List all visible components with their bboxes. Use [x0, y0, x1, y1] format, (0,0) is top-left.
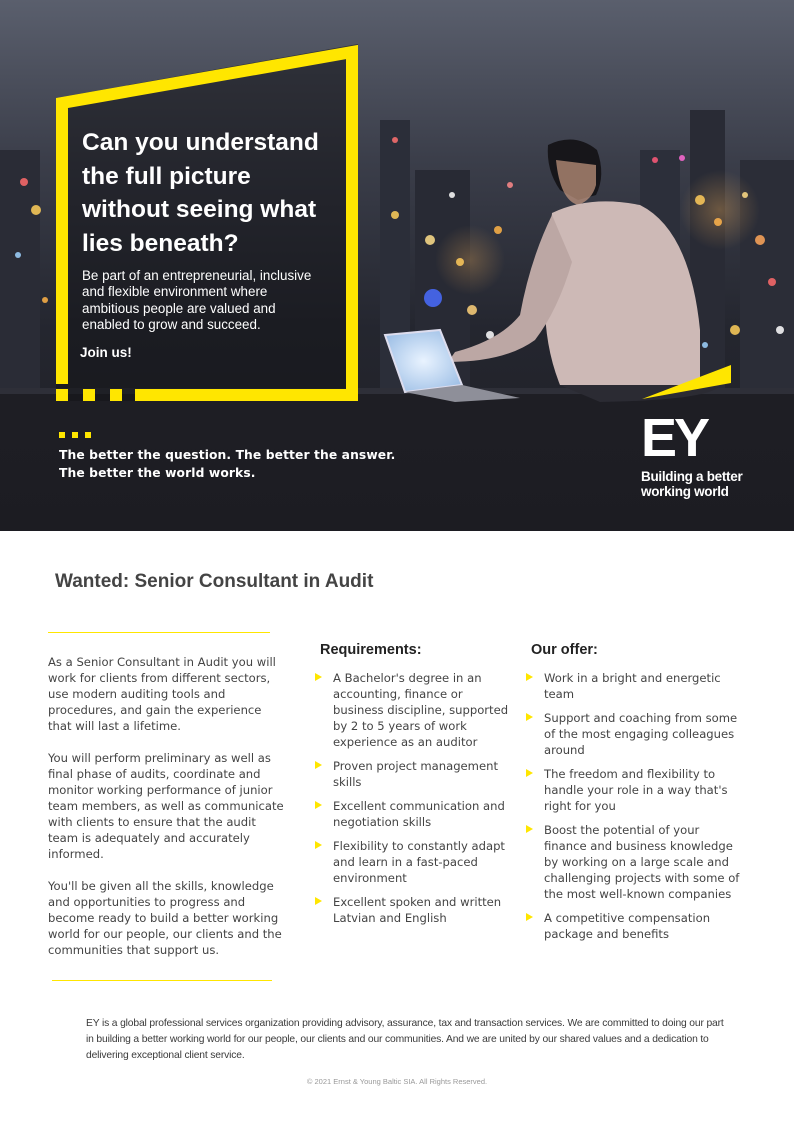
ey-logo: EY: [641, 408, 708, 468]
copyright: © 2021 Ernst & Young Baltic SIA. All Rights Reserved.: [306, 1077, 488, 1086]
hero-banner: [0, 0, 794, 531]
offer-section: [526, 642, 741, 950]
offer-list: [526, 670, 741, 942]
list-item: Excellent spoken and written Latvian and English: [315, 894, 515, 926]
hero-title: Can you understand the full picture without seeing what lies beneath?: [82, 129, 319, 257]
arrow-bullet-icon: [315, 897, 322, 905]
divider: [52, 980, 272, 981]
list-item: Support and coaching from some of the most engaging colleagues around: [526, 710, 741, 758]
requirements-list: [315, 670, 515, 926]
list-item: A Bachelor's degree in an accounting, finance or business discipline, supported by 2 to 5 years of work experience as an auditor: [315, 670, 515, 750]
requirements-heading: Requirements:: [320, 642, 422, 658]
arrow-bullet-icon: [315, 801, 322, 809]
list-item: Proven project management skills: [315, 758, 515, 790]
arrow-bullet-icon: [315, 761, 322, 769]
divider: [48, 632, 270, 633]
arrow-bullet-icon: [526, 673, 533, 681]
intro-paragraph: You will perform preliminary as well as final phase of audits, coordinate and monitor working performance of junior team members, as well as communicate with clients to ensure that the audit team is adequately and accurately informed.: [48, 751, 284, 861]
arrow-bullet-icon: [526, 913, 533, 921]
tagline: The better the question. The better the answer. The better the world works.: [59, 448, 396, 480]
intro-paragraph: As a Senior Consultant in Audit you will work for clients from different sectors, use modern auditing tools and procedures, and gain the experience that will last a lifetime.: [48, 655, 276, 733]
list-item: Excellent communication and negotiation skills: [315, 798, 515, 830]
list-item: The freedom and flexibility to handle your role in a way that's right for you: [526, 766, 741, 814]
ey-slogan: Building a better working world: [641, 469, 743, 499]
arrow-bullet-icon: [526, 769, 533, 777]
arrow-bullet-icon: [315, 673, 322, 681]
list-item: Work in a bright and energetic team: [526, 670, 741, 702]
arrow-bullet-icon: [315, 841, 322, 849]
offer-heading: Our offer:: [531, 642, 598, 658]
list-item: Boost the potential of your finance and business knowledge by working on a large scale and challenging projects with some of the most well-known companies: [526, 822, 741, 902]
company-description: EY is a global professional services organization providing advisory, assurance, tax and transaction services. We are committed to doing our part in building a better working world for our people, our clients and our communities. And we are united by our shared values and a dedication to delivering exceptional client service.: [86, 1018, 724, 1061]
requirements-section: [315, 642, 515, 934]
arrow-bullet-icon: [526, 825, 533, 833]
join-us-link[interactable]: Join us!: [80, 345, 132, 360]
job-intro: [48, 654, 288, 974]
job-title: Wanted: Senior Consultant in Audit: [55, 571, 374, 592]
list-item: Flexibility to constantly adapt and learn in a fast-paced environment: [315, 838, 515, 886]
arrow-bullet-icon: [526, 713, 533, 721]
list-item: A competitive compensation package and benefits: [526, 910, 741, 942]
hero-subtitle: Be part of an entrepreneurial, inclusive and flexible environment where ambitious people are valued and enabled to grow and succeed.: [82, 268, 312, 333]
intro-paragraph: You'll be given all the skills, knowledge and opportunities to progress and become ready to build a better working world for our people, our clients and the communities that support us.: [48, 879, 282, 957]
